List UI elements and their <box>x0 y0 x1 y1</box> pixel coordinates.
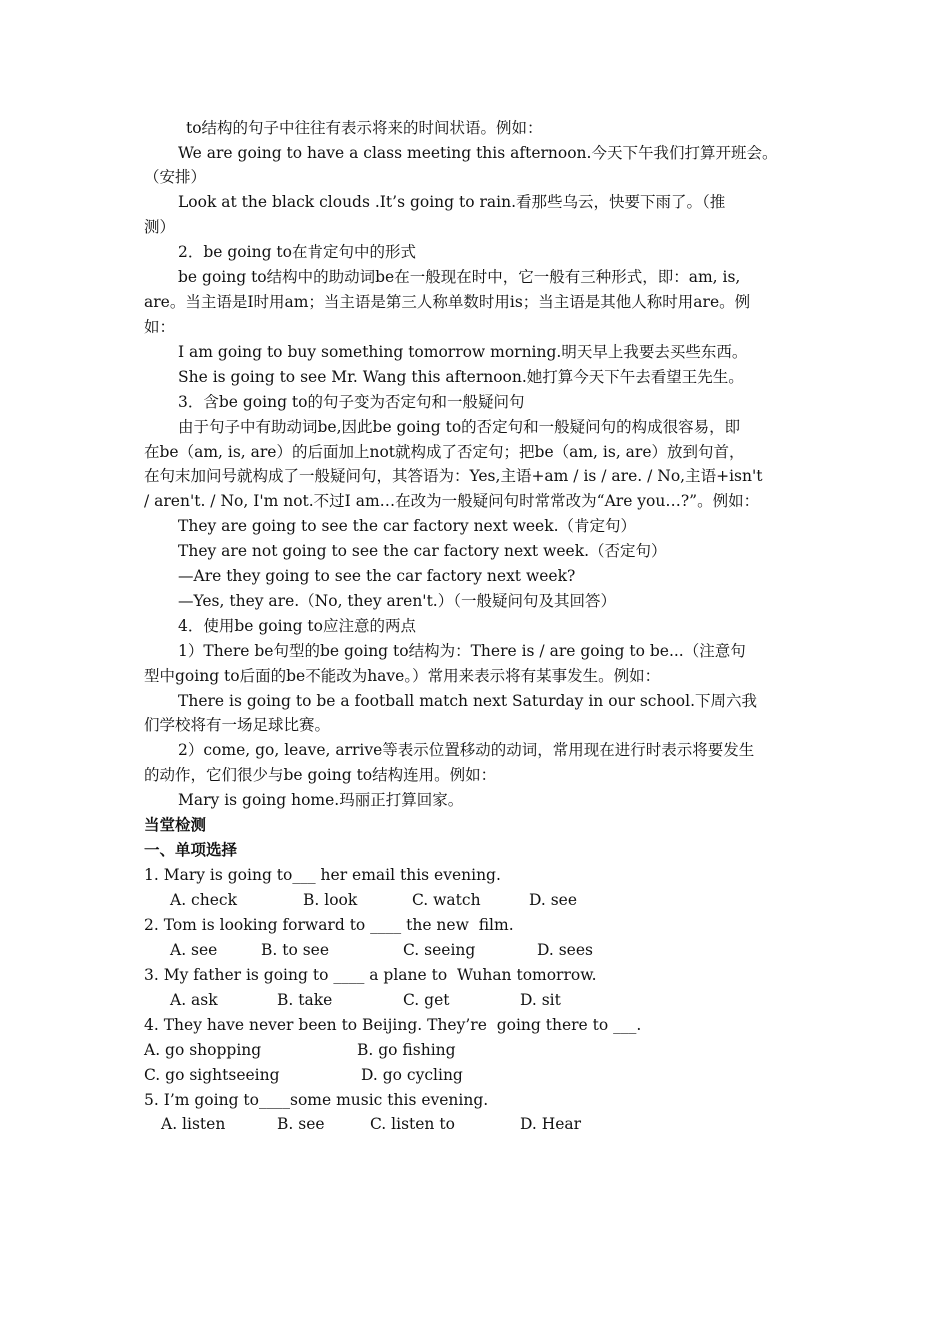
question-stem: 5. I’m going to____some music this evening. <box>144 1091 489 1109</box>
body-line: 4．使用be going to应注意的两点 <box>178 617 416 635</box>
question-stem: 2. Tom is looking forward to ____ the new film. <box>144 916 514 934</box>
body-line: 们学校将有一场足球比赛。 <box>144 716 331 734</box>
body-line: are。当主语是I时用am；当主语是第三人称单数时用is；当主语是其他人称时用are。例 <box>144 293 751 311</box>
body-line: 2．be going to在肯定句中的形式 <box>178 243 416 261</box>
subsection-title: 一、单项选择 <box>144 841 238 859</box>
answer-option: C. seeing <box>403 941 476 959</box>
answer-option: B. go fishing <box>357 1041 456 1059</box>
body-line: We are going to have a class meeting this afternoon.今天下午我们打算开班会。 <box>178 144 778 162</box>
answer-option: A. check <box>170 891 237 909</box>
answer-option: A. see <box>170 941 218 959</box>
question-stem: 4. They have never been to Beijing. They’re going there to ___. <box>144 1016 642 1034</box>
body-line: They are going to see the car factory next week.（肯定句） <box>178 517 637 535</box>
answer-option: D. Hear <box>520 1115 582 1133</box>
body-line: 如： <box>144 318 176 336</box>
body-line: 3．含be going to的句子变为否定句和一般疑问句 <box>178 393 525 411</box>
body-line: She is going to see Mr. Wang this afternoon.她打算今天下午去看望王先生。 <box>178 368 744 386</box>
body-line: Look at the black clouds .It’s going to rain.看那些乌云，快要下雨了。（推 <box>178 193 726 211</box>
section-title: 当堂检测 <box>144 816 207 834</box>
question-stem: 1. Mary is going to___ her email this evening. <box>144 866 501 884</box>
body-line: There is going to be a football match next Saturday in our school.下周六我 <box>178 692 758 710</box>
answer-option: C. listen to <box>370 1115 455 1133</box>
body-line: —Yes, they are.（No, they aren't.）（一般疑问句及其回答） <box>178 592 616 610</box>
answer-option: B. see <box>277 1115 325 1133</box>
answer-option: C. get <box>403 991 450 1009</box>
body-line: 测） <box>144 218 176 236</box>
answer-option: D. sees <box>537 941 593 959</box>
body-line: 的动作，它们很少与be going to结构连用。例如： <box>144 766 497 784</box>
body-line: 由于句子中有助动词be,因此be going to的否定句和一般疑问句的构成很容易，即 <box>178 418 741 436</box>
answer-option: D. see <box>529 891 578 909</box>
body-line: be going to结构中的助动词be在一般现在时中，它一般有三种形式，即：am, is, <box>178 268 741 286</box>
answer-option: B. to see <box>261 941 330 959</box>
question-stem: 3. My father is going to ____ a plane to Wuhan tomorrow. <box>144 966 597 984</box>
body-line: 在be（am, is, are）的后面加上not就构成了否定句；把be（am, is, are）放到句首， <box>144 443 745 461</box>
body-line: / aren't. / No, I'm not.不过I am…在改为一般疑问句时常常改为“Are you…?”。例如： <box>144 492 760 510</box>
answer-option: B. take <box>277 991 333 1009</box>
answer-option: A. go shopping <box>144 1041 262 1059</box>
body-line: （安排） <box>144 168 207 186</box>
body-line: I am going to buy something tomorrow morning.明天早上我要去买些东西。 <box>178 343 748 361</box>
answer-option: A. ask <box>170 991 218 1009</box>
body-line: —Are they going to see the car factory next week? <box>178 567 576 585</box>
body-line: 1）There be句型的be going to结构为：There is / are going to be...（注意句 <box>178 642 746 660</box>
body-line: 2）come, go, leave, arrive等表示位置移动的动词，常用现在进行时表示将要发生 <box>178 741 755 759</box>
body-line: Mary is going home.玛丽正打算回家。 <box>178 791 464 809</box>
answer-option: A. listen <box>161 1115 226 1133</box>
answer-option: B. look <box>303 891 358 909</box>
answer-option: D. sit <box>520 991 561 1009</box>
answer-option: C. go sightseeing <box>144 1066 280 1084</box>
answer-option: C. watch <box>412 891 481 909</box>
body-line: 在句末加问号就构成了一般疑问句，其答语为：Yes,主语+am / is / are. / No,主语+isn't <box>144 467 763 485</box>
answer-option: D. go cycling <box>361 1066 463 1084</box>
body-line: to结构的句子中往往有表示将来的时间状语。例如： <box>186 119 543 137</box>
body-line: They are not going to see the car factory next week.（否定句） <box>178 542 667 560</box>
body-line: 型中going to后面的be不能改为have。）常用来表示将有某事发生。例如： <box>144 667 661 685</box>
